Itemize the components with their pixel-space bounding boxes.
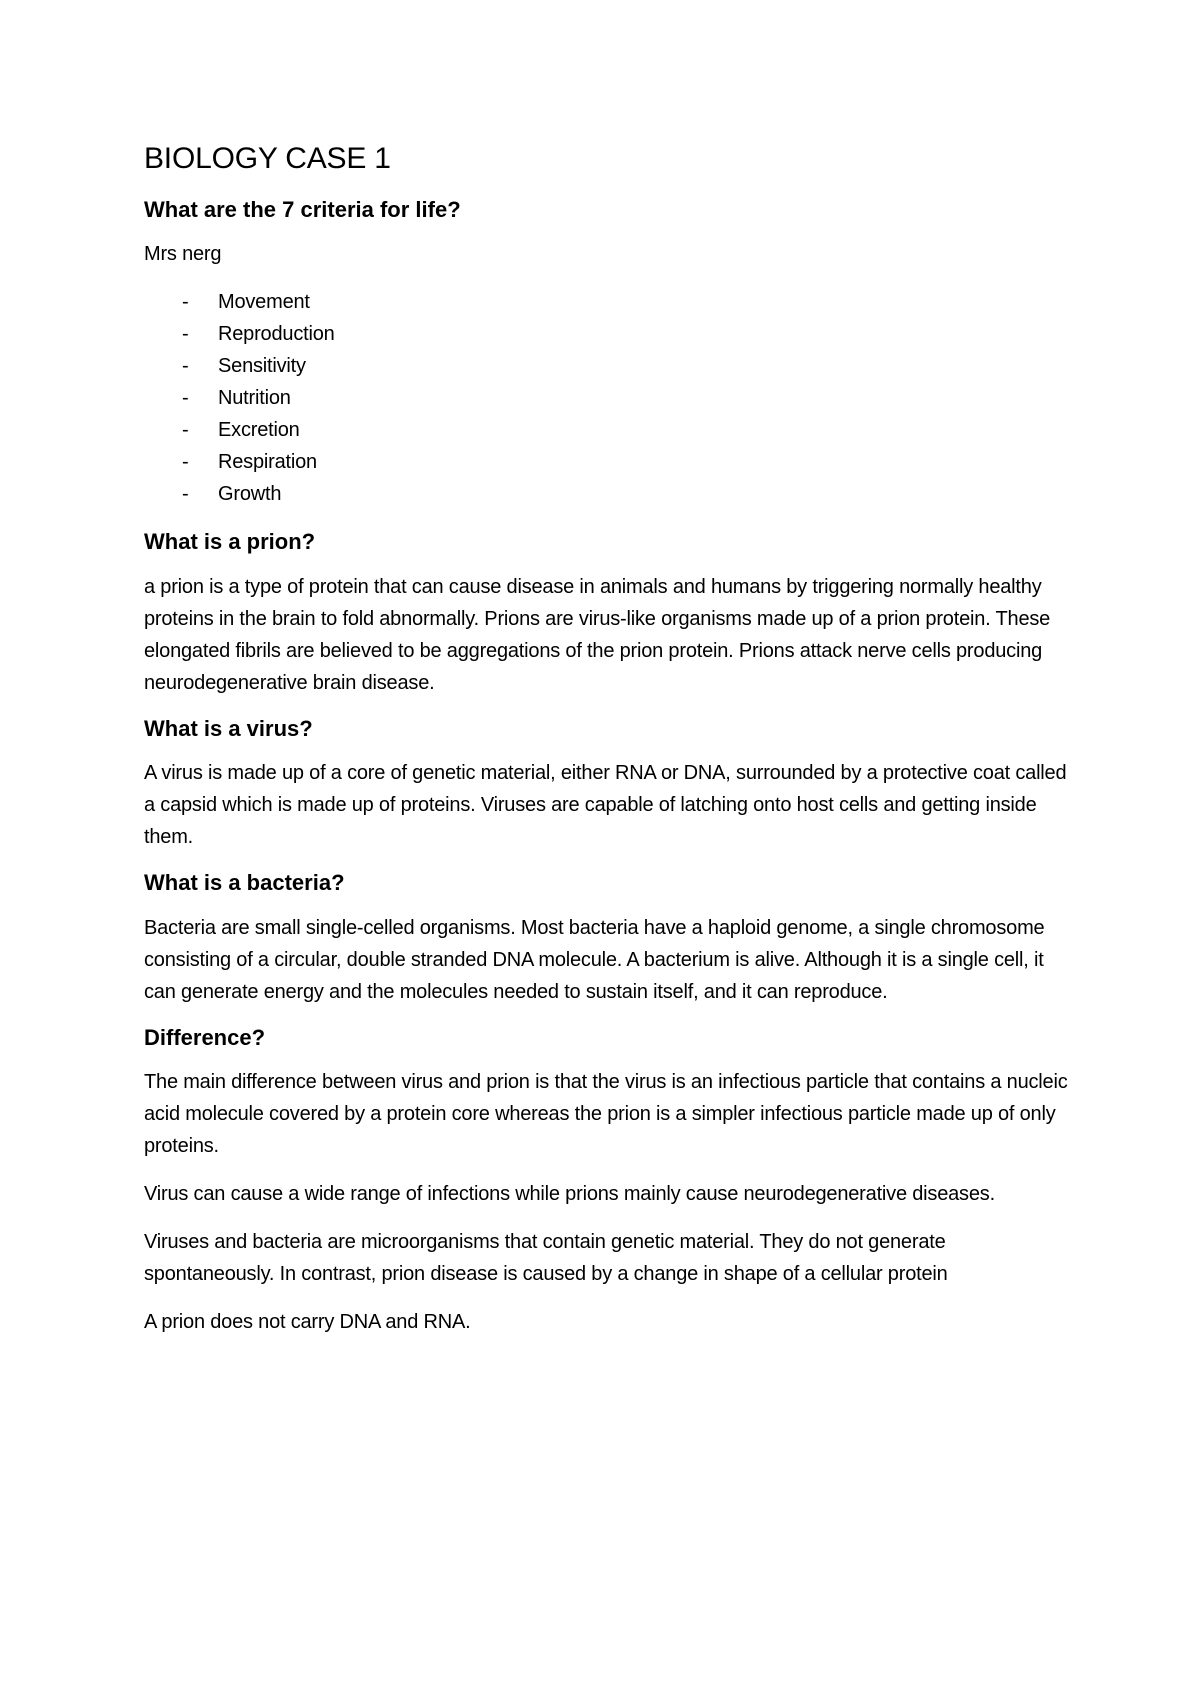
list-item bbox=[182, 382, 1074, 414]
difference-paragraph-4: A prion does not carry DNA and RNA. bbox=[144, 1311, 471, 1334]
list-item bbox=[182, 446, 1074, 478]
virus-heading: What is a virus? bbox=[144, 715, 313, 741]
list-bullet: - bbox=[182, 291, 189, 314]
list-item bbox=[182, 350, 1074, 382]
bacteria-heading: What is a bacteria? bbox=[144, 870, 345, 896]
list-item bbox=[182, 286, 1074, 318]
criteria-heading: What are the 7 criteria for life? bbox=[144, 196, 461, 222]
list-bullet: - bbox=[182, 355, 189, 378]
difference-heading: Difference? bbox=[144, 1024, 266, 1050]
difference-paragraph-2: Virus can cause a wide range of infections while prions mainly cause neurodegenerative diseases. bbox=[144, 1183, 995, 1206]
list-bullet: - bbox=[182, 483, 189, 506]
list-item bbox=[182, 414, 1074, 446]
virus-paragraph: A virus is made up of a core of genetic material, either RNA or DNA, surrounded by a protective coat called a capsid which is made up of proteins. Viruses are capable of latching onto host cells and getting inside them. bbox=[144, 762, 1067, 849]
list-item-text: Movement bbox=[218, 291, 310, 314]
criteria-list bbox=[144, 286, 1074, 510]
list-bullet: - bbox=[182, 323, 189, 346]
list-item-text: Excretion bbox=[218, 419, 300, 442]
list-bullet: - bbox=[182, 451, 189, 474]
list-item-text: Sensitivity bbox=[218, 355, 306, 378]
difference-paragraph-3: Viruses and bacteria are microorganisms that contain genetic material. They do not generate spontaneously. In contrast, prion disease is caused by a change in shape of a cellular protein bbox=[144, 1231, 948, 1286]
document-title: BIOLOGY CASE 1 bbox=[144, 142, 391, 175]
bacteria-paragraph: Bacteria are small single-celled organisms. Most bacteria have a haploid genome, a single chromosome consisting of a circular, double stranded DNA molecule. A bacterium is alive. Although it is a single cell, it can generate energy and the molecules needed to sustain itself, and it can reproduce. bbox=[144, 916, 1045, 1003]
list-item bbox=[182, 478, 1074, 510]
list-item-text: Nutrition bbox=[218, 387, 291, 410]
document-page bbox=[144, 140, 1074, 1354]
prion-heading: What is a prion? bbox=[144, 529, 316, 555]
difference-paragraph-1: The main difference between virus and prion is that the virus is an infectious particle that contains a nucleic acid molecule covered by a protein core whereas the prion is a simpler infectious particle made up of only proteins. bbox=[144, 1071, 1068, 1158]
mnemonic-text: Mrs nerg bbox=[144, 243, 222, 266]
list-item bbox=[182, 318, 1074, 350]
list-item-text: Growth bbox=[218, 483, 282, 506]
list-bullet: - bbox=[182, 387, 189, 410]
prion-paragraph: a prion is a type of protein that can cause disease in animals and humans by triggering normally healthy proteins in the brain to fold abnormally. Prions are virus-like organisms made up of a prion protein. These elongated fibrils are believed to be aggregations of the prion protein. Prions attack nerve cells producing neurodegenerative brain disease. bbox=[144, 575, 1051, 694]
list-bullet: - bbox=[182, 419, 189, 442]
list-item-text: Respiration bbox=[218, 451, 317, 474]
list-item-text: Reproduction bbox=[218, 323, 335, 346]
